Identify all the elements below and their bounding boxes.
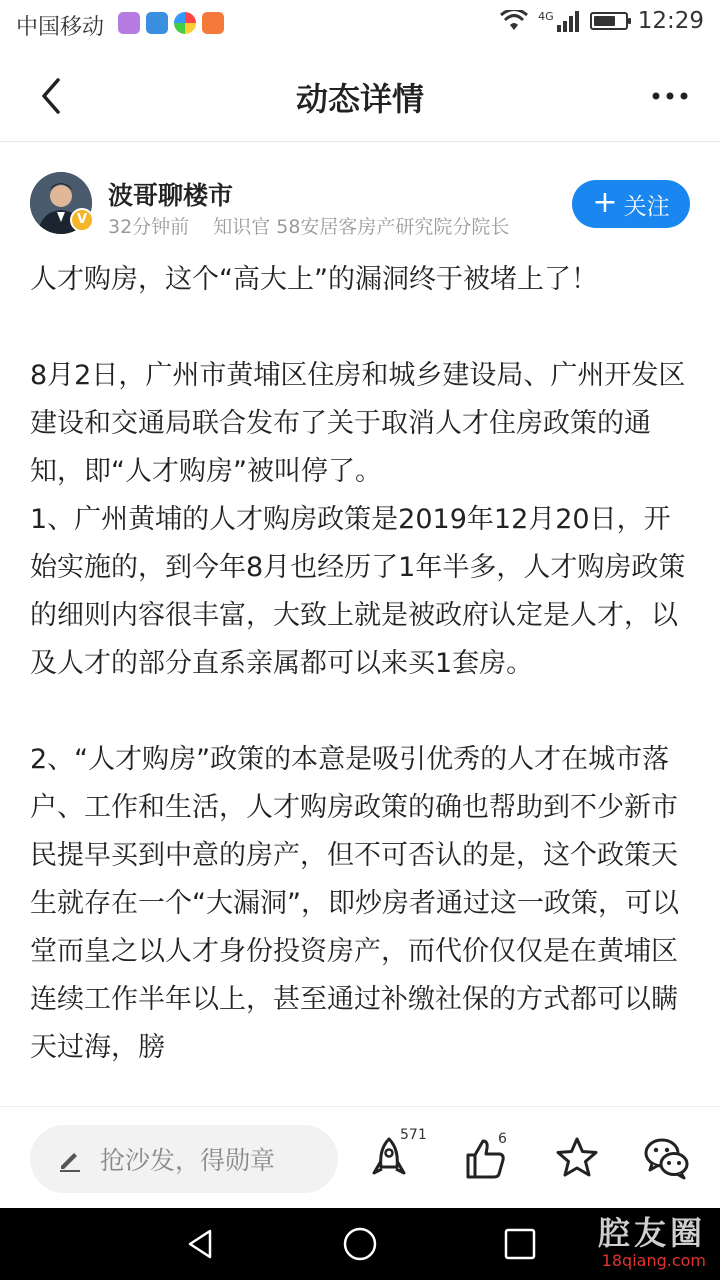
notification-icons [118, 12, 224, 34]
article-paragraph: 1、广州黄埔的人才购房政策是2019年12月20日，开始实施的，到今年8月也经历了1年半多，人才购房政策的细则内容很丰富，大致上就是被政府认定是人才，以及人才的部分直系亲属都可以来买1套房。 [30, 504, 686, 679]
article-paragraph: 2、“人才购房”政策的本意是吸引优秀的人才在城市落户、工作和生活，人才购房政策的确也帮助到不少新市民提早买到中意的房产，但不可否认的是，这个政策天生就存在一个“大漏洞”，即炒房者通过这一政策，可以堂而皇之以人才身份投资房产，而代价仅仅是在黄埔区连续工作半年以上，甚至通过补缴社保的方式都可以瞒天过海，膀 [30, 744, 679, 1063]
nav-bar [0, 50, 720, 142]
status-right [500, 8, 704, 34]
mail-app-icon [146, 12, 168, 34]
page-title: 动态详情 [295, 80, 424, 118]
author-name[interactable]: 波哥聊楼市 [108, 181, 234, 210]
wifi-icon [500, 10, 528, 32]
post-time: 32分钟前 [108, 216, 190, 238]
watermark-brand: 腔友圈 [597, 1214, 706, 1252]
plus-icon: + [592, 184, 618, 220]
share-count: 571 [400, 1127, 427, 1143]
like-count: 6 [498, 1131, 507, 1147]
pencil-icon [56, 1145, 84, 1173]
follow-label: 关注 [623, 193, 670, 220]
paragraph-spacer [30, 304, 692, 352]
play-app-icon [202, 12, 224, 34]
star-favorite-icon[interactable] [552, 1133, 602, 1183]
signal-icon [556, 10, 580, 32]
follow-button[interactable] [572, 180, 690, 228]
paragraph-spacer [30, 688, 692, 736]
comment-input[interactable] [30, 1125, 338, 1193]
wechat-icon[interactable] [642, 1133, 692, 1183]
author-title: 知识官 58安居客房产研究院分院长 [213, 216, 510, 238]
clock: 12:29 [637, 8, 704, 34]
article-body [30, 256, 692, 1106]
back-triangle-icon[interactable] [182, 1226, 218, 1262]
status-bar [0, 0, 720, 50]
watermark-url: 18qiang.com [601, 1251, 706, 1270]
author-header [0, 142, 720, 254]
system-nav-bar [0, 1208, 720, 1280]
author-meta [108, 212, 509, 239]
battery-icon [590, 12, 628, 30]
more-horizontal-icon[interactable] [648, 78, 692, 114]
app-icon-purple [118, 12, 140, 34]
home-circle-icon[interactable] [342, 1226, 378, 1262]
watermark [598, 1214, 706, 1270]
recents-square-icon[interactable] [502, 1226, 538, 1262]
colorful-app-icon [174, 12, 196, 34]
network-type-label: 4G [538, 9, 554, 23]
article-paragraph: 8月2日，广州市黄埔区住房和城乡建设局、广州开发区建设和交通局联合发布了关于取消人才住房政策的通知，即“人才购房”被叫停了。 [30, 360, 686, 487]
comment-placeholder: 抢沙发，得勋章 [100, 1146, 276, 1175]
action-bar [0, 1106, 720, 1208]
verified-badge-icon: V [70, 208, 94, 232]
article-paragraph: 人才购房，这个“高大上”的漏洞终于被堵上了！ [30, 264, 598, 295]
carrier-label: 中国移动 [16, 15, 105, 40]
